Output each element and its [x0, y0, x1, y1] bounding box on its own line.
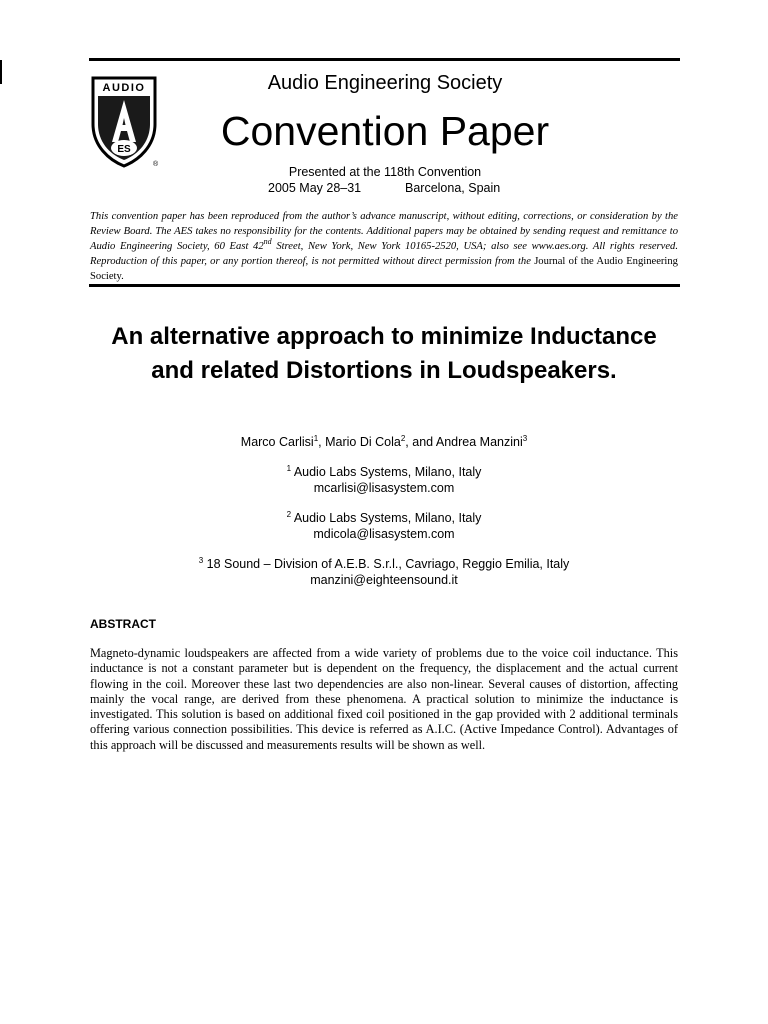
affiliation-superscript: 2 [286, 510, 292, 519]
affiliation-email: mdicola@lisasystem.com [313, 527, 455, 541]
aes-logo [89, 74, 161, 170]
author-superscript: 1 [313, 434, 319, 443]
page-edge-mark [0, 60, 2, 84]
logo-badge-text: ES [117, 144, 131, 155]
abstract-body: Magneto-dynamic loudspeakers are affected from a wide variety of problems due to the voice coil inductance. This inductance is not a constant parameter but is dependent on the frequency, the displacement and the actual current flowing in the coil. Moreover these last two dependencies are also non-linear. Several causes of distortion, affecting mainly the vocal range, are derived from these phenomena. A practical solution to minimize the inductance is investigated. This solution is based on additional fixed coil positioned in the gap provided with 2 additional terminals offering various connection possibilities. This device is referred as A.I.C. (Active Impedance Control). Advantages of this approach will be discussed and measurements results will be shown as well. [90, 646, 678, 752]
affiliation-1 [100, 464, 668, 496]
presented-line: Presented at the 118th Convention [288, 165, 482, 179]
author-separator: , [318, 435, 326, 449]
author-name: Marco Carlisi [240, 435, 314, 449]
convention-paper-title: Convention Paper [220, 108, 550, 154]
convention-date: 2005 May 28–31 [268, 181, 362, 195]
header-rule-bottom [89, 284, 680, 287]
affiliation-2 [100, 510, 668, 542]
author-list [134, 434, 634, 450]
author-superscript: 3 [522, 434, 528, 443]
affiliation-superscript: 3 [198, 556, 204, 565]
paper-title: An alternative approach to minimize Inductance and related Distortions in Loudspeakers. [111, 323, 657, 384]
affiliation-org: $^3$ 18 Sound – Division of A.E.B. S.r.l., Cavriago, Reggio Emilia, Italy [198, 556, 570, 571]
affiliation-3 [100, 556, 668, 588]
affiliation-org: $^2$ Audio Labs Systems, Milano, Italy [286, 510, 482, 525]
affiliation-superscript: 1 [286, 464, 292, 473]
affiliation-email: mcarlisi@lisasystem.com [313, 481, 455, 495]
logo-registered-mark: ® [153, 161, 159, 168]
author-separator: , and [405, 435, 436, 449]
affiliation-email: manzini@eighteensound.it [310, 573, 458, 587]
header-rule-top [89, 58, 680, 61]
disclaimer-text [90, 209, 678, 284]
author-name: Mario Di Cola [325, 435, 401, 449]
disclaimer-superscript: nd [263, 237, 272, 246]
society-name: Audio Engineering Society [267, 72, 503, 94]
affiliation-org: $^1$ Audio Labs Systems, Milano, Italy [286, 464, 482, 479]
disclaimer-part-1: This convention paper has been reproduced from the author’s advance manuscript, without editing, corrections, or consideration by the Review Board. The AES takes no responsibility for the contents. Additional papers may be obtained by sending request and remittance to Audio Engineering Society, 60 East 42 [90, 211, 678, 252]
logo-top-text: AUDIO [102, 82, 146, 94]
author-superscript: 2 [400, 434, 406, 443]
abstract-heading: ABSTRACT [90, 617, 156, 631]
disclaimer-part-2: Street, New York, New York 10165-2520, USA; also see www.aes.org. All rights reserved. Reproduction of this paper, or any portion thereof, is not permitted without direct permission from the [90, 241, 678, 267]
disclaimer-journal: Journal of the Audio Engineering Society. [90, 256, 678, 282]
author-name: Andrea Manzini [435, 435, 523, 449]
convention-location: Barcelona, Spain [405, 181, 501, 195]
